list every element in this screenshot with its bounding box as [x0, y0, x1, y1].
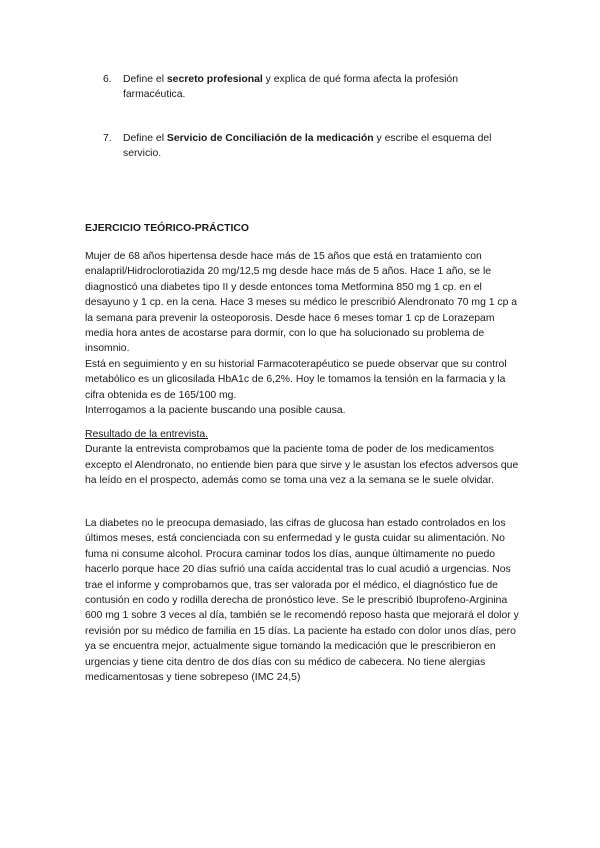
question-text	[123, 131, 523, 162]
question-7	[103, 131, 523, 162]
case-description	[85, 249, 525, 418]
question-number: 7.	[103, 133, 112, 144]
case-paragraph: Está en seguimiento y en su historial Farmacoterapéutico se puede observar que su control metabólico es un glicosilada HbA1c de 6,2%. Hoy le tomamos la tensión en la farmacia y la cifra obtenida es de 165/100 mg.	[85, 358, 507, 401]
result-paragraph: Durante la entrevista comprobamos que la paciente toma de poder de los medicamentos excepto el Alendronato, no entiende bien para que sirve y le asustan los efectos adversos que ha leído en el prospecto, además como se toma una vez a la semana se le suele olvidar.	[85, 444, 519, 487]
question-suffix: y escribe el esquema del servicio.	[123, 133, 492, 160]
case-paragraph: Interrogamos a la paciente buscando una posible causa.	[85, 405, 346, 417]
case-paragraph: Mujer de 68 años hipertensa desde hace más de 15 años que está en tratamiento con enalapril/Hidroclorotiazida 20 mg/12,5 mg desde hace más de 5 años. Hace 1 año, se le diagnosticó una diabetes tipo II y desde entonces toma Metformina 850 mg 1 cp. en el desayuno y 1 cp. en la cena. Hace 3 meses su médico le prescribió Alendronato 70 mg 1 cp a la semana para prevenir la osteoporosis. Desde hace 6 meses tomar 1 cp de Lorazepam media hora antes de acostarse para dormir, con lo que ha solucionado su problema de insomnio.	[85, 251, 518, 355]
follow-up-description	[85, 516, 525, 685]
question-bold-term: secreto profesional	[166, 74, 263, 85]
question-prefix: Define el	[123, 133, 167, 144]
question-number: 6.	[103, 74, 112, 85]
interview-result	[85, 427, 525, 489]
question-bold-term: Servicio de Conciliación de la medicación	[166, 133, 374, 144]
question-6	[103, 72, 523, 103]
result-heading: Resultado de la entrevista.	[85, 429, 209, 440]
question-prefix: Define el	[123, 74, 167, 85]
question-suffix: y explica de qué forma afecta la profesión farmacéutica.	[123, 74, 458, 101]
exercise-heading: EJERCICIO TEÓRICO-PRÁCTICO	[85, 223, 249, 234]
follow-paragraph: La diabetes no le preocupa demasiado, las cifras de glucosa han estado controlados en los últimos meses, está concienciada con su enfermedad y le gusta cuidar su alimentación. No fuma ni consume alcohol. Procura caminar todos los días, aunque últimamente no puedo hacerlo porque hace 20 días sufrió una caída accidental tras lo cual acudió a urgencias. Nos trae el informe y comprobamos que, tras ser valorada por el médico, el diagnóstico fue de contusión en codo y rodilla derecha de pronóstico leve. Se le prescribió Ibuprofeno-Arginina 600 mg 1 sobre 3 veces al día, también se le recomendó reposo hasta que mejorará el dolor y revisión por su médico de familia en 15 días. La paciente ha estado con dolor unos días, pero ya se encuentra mejor, actualmente sigue tomando la medicación que le prescribieron en urgencias y tiene cita dentro de dos días con su médico de cabecera. No tiene alergias medicamentosas y tiene sobrepeso (IMC 24,5)	[85, 518, 519, 684]
question-text	[123, 72, 523, 103]
